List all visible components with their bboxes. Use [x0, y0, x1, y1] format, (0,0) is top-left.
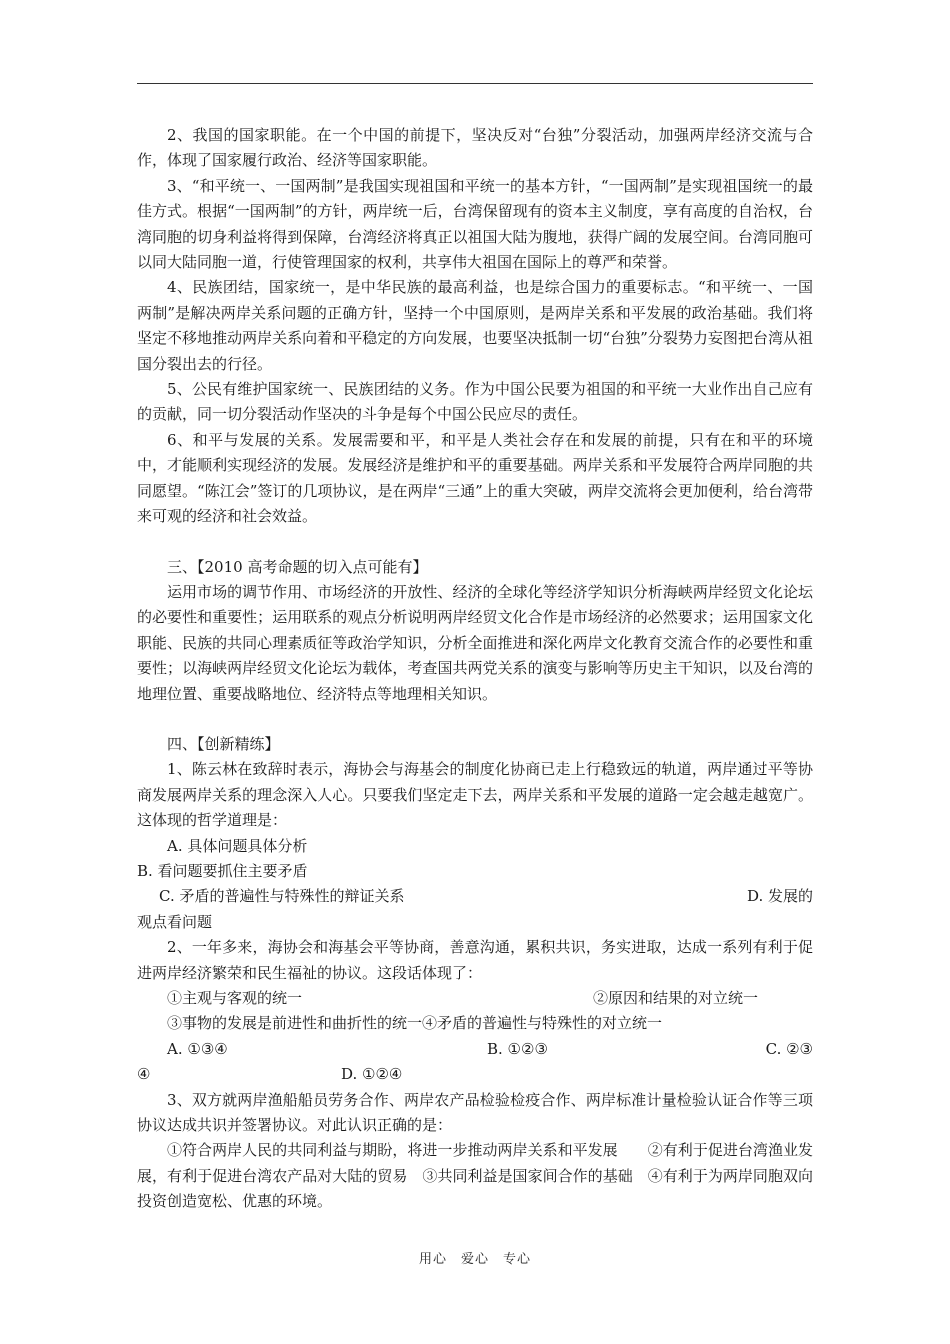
q2-option-b: B. ①②③ — [487, 1039, 548, 1058]
q2-option-c-cont: ④ — [137, 1065, 151, 1084]
q2-options-d — [137, 1062, 813, 1087]
q2-options-abc — [137, 1037, 813, 1062]
q1-option-c: C. 矛盾的普遍性与特殊性的辩证关系 — [159, 887, 405, 906]
paragraph-4: 4、民族团结，国家统一，是中华民族的最高利益，也是综合国力的重要标志。“和平统一、一国两制”是解决两岸关系问题的正确方针，坚持一个中国原则，是两岸关系和平发展的政治基础。我们将坚定不移地推动两岸关系向着和平稳定的方向发展，也要坚决抵制一切“台独”分裂势力妄图把台湾从祖国分裂出去的行径。 — [137, 278, 813, 373]
q2-statement-4: ④矛盾的普遍性与特殊性的对立统一 — [422, 1014, 663, 1033]
paragraph-3: 3、“和平统一、一国两制”是我国实现祖国和平统一的基本方针，“一国两制”是实现祖国统一的最佳方式。根据“一国两制”的方针，两岸统一后，台湾保留现有的资本主义制度，享有高度的自治权，台湾同胞的切身利益将得到保障，台湾经济将真正以祖国大陆为腹地，获得广阔的发展空间。台湾同胞可以同大陆同胞一道，行使管理国家的权利，共享伟大祖国在国际上的尊严和荣誉。 — [137, 176, 813, 272]
header-rule — [137, 83, 813, 84]
section-4-heading: 四、【创新精练】 — [167, 734, 280, 753]
q2-option-a: A. ①③④ — [167, 1039, 228, 1058]
paragraph-5: 5、公民有维护国家统一、民族团结的义务。作为中国公民要为祖国的和平统一大业作出自己应有的贡献，同一切分裂活动作坚决的斗争是每个中国公民应尽的责任。 — [137, 380, 813, 424]
question-2-stem: 2、一年多来，海协会和海基会平等协商，善意沟通，累积共识，务实进取，达成一系列有利于促进两岸经济繁荣和民生福祉的协议。这段话体现了： — [137, 938, 813, 982]
document-body — [137, 123, 813, 1215]
q2-option-c: C. ②③ — [765, 1039, 813, 1058]
q1-option-d: D. 发展的 — [746, 887, 813, 906]
q2-statement-2: ②原因和结果的对立统一 — [593, 989, 759, 1007]
paragraph-6: 6、和平与发展的关系。发展需要和平，和平是人类社会存在和发展的前提，只有在和平的环境中，才能顺利实现经济的发展。发展经济是维护和平的重要基础。两岸关系和平发展符合两岸同胞的共同愿望。“陈江会”签订的几项协议，是在两岸“三通”上的重大突破，两岸交流将会更加便利，给台湾带来可观的经济和社会效益。 — [137, 430, 813, 526]
q2-option-d: D. ①②④ — [341, 1065, 403, 1084]
page-footer: 用心 爱心 专心 — [418, 1252, 531, 1267]
question-3-stem: 3、双方就两岸渔船船员劳务合作、两岸农产品检验检疫合作、两岸标准计量检验认证合作等三项协议达成共识并签署协议。对此认识正确的是： — [137, 1090, 813, 1135]
q2-statement-3: ③事物的发展是前进性和曲折性的统一 — [167, 1014, 423, 1033]
paragraph-2: 2、我国的国家职能。在一个中国的前提下，坚决反对“台独”分裂活动，加强两岸经济交流与合作，体现了国家履行政治、经济等国家职能。 — [137, 126, 813, 170]
q1-option-b: B. 看问题要抓住主要矛盾 — [137, 861, 308, 880]
q1-option-d-cont: 观点看问题 — [137, 912, 213, 931]
question-1-stem: 1、陈云林在致辞时表示，海协会与海基会的制度化协商已走上行稳致远的轨道，两岸通过平等协商发展两岸关系的理念深入人心。只要我们坚定走下去，两岸关系和平发展的道路一定会越走越宽广。这体现的哲学道理是： — [137, 760, 813, 830]
question-3-body: ①符合两岸人民的共同利益与期盼，将进一步推动两岸关系和平发展 ②有利于促进台湾渔业发展，有利于促进台湾农产品对大陆的贸易 ③共同利益是国家间合作的基础 ④有利于为两岸同胞双向投资创造宽松、优惠的环境。 — [137, 1141, 813, 1211]
section-3-heading: 三、【2010 高考命题的切入点可能有】 — [167, 557, 428, 576]
q2-statements-34 — [137, 1011, 813, 1036]
q2-statements-12 — [137, 986, 813, 1011]
q1-options-cd — [137, 884, 813, 909]
q1-option-a: A. 具体问题具体分析 — [167, 836, 308, 855]
q2-statement-1: ①主观与客观的统一 — [167, 989, 303, 1007]
section-3-body: 运用市场的调节作用、市场经济的开放性、经济的全球化等经济学知识分析海峡两岸经贸文化论坛的必要性和重要性；运用联系的观点分析说明两岸经贸文化合作是市场经济的必然要求；运用国家文化职能、民族的共同心理素质征等政治学知识，分析全面推进和深化两岸文化教育交流合作的必要性和重要性；以海峡两岸经贸文化论坛为载体，考查国共两党关系的演变与影响等历史主干知识，以及台湾的地理位置、重要战略地位、经济特点等地理相关知识。 — [137, 582, 813, 703]
